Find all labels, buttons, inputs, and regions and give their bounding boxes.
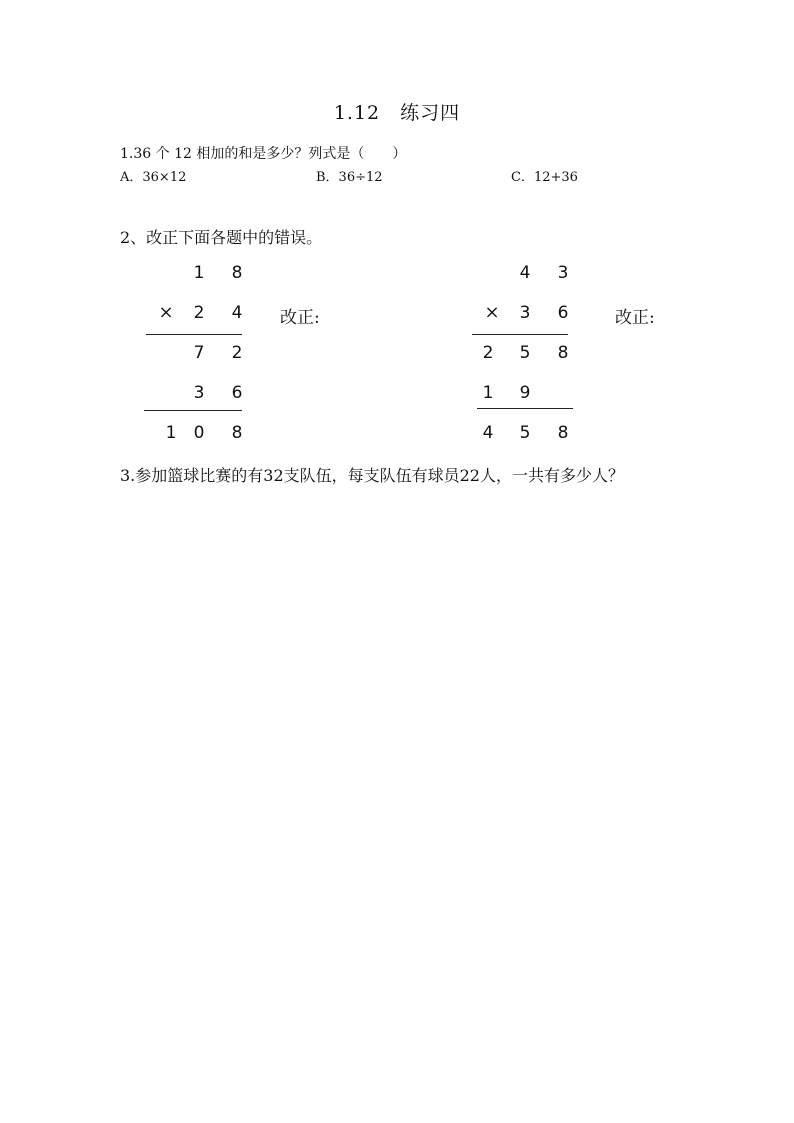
question-1-text: 1.36 个 12 相加的和是多少？列式是（ ）	[120, 146, 407, 162]
question-3-text: 3.参加篮球比赛的有32支队伍，每支队伍有球员22人，一共有多少人？	[120, 466, 624, 485]
left-rule-1	[146, 334, 242, 335]
option-a: A．36×12	[120, 170, 187, 185]
right-r5-d1: 4	[482, 423, 494, 443]
right-r2-d1: 3	[519, 303, 531, 323]
right-r2-d2: 6	[557, 303, 569, 323]
right-r4-d2: 9	[519, 383, 531, 403]
left-r5-d1: 1	[165, 423, 177, 443]
right-r3-d2: 5	[519, 343, 531, 363]
left-r2-d1: 2	[193, 303, 205, 323]
left-r5-d3: 8	[231, 423, 243, 443]
left-r3-d2: 2	[231, 343, 243, 363]
right-r1-d1: 4	[519, 263, 531, 283]
left-r3-d1: 7	[193, 343, 205, 363]
right-r5-d2: 5	[519, 423, 531, 443]
right-r4-d1: 1	[482, 383, 494, 403]
left-times-sign: ×	[158, 302, 174, 323]
left-r4-d2: 6	[231, 383, 243, 403]
right-r1-d2: 3	[557, 263, 569, 283]
right-rule-1	[472, 334, 568, 335]
left-rule-2	[144, 410, 242, 411]
left-fix-label: 改正:	[280, 308, 320, 328]
left-r5-d2: 0	[193, 423, 205, 443]
question-2-text: 2、改正下面各题中的错误。	[120, 228, 323, 247]
page-title: 1.12 练习四	[333, 102, 461, 124]
right-rule-2	[477, 408, 573, 409]
right-r3-d1: 2	[482, 343, 494, 363]
option-c: C．12+36	[511, 170, 578, 185]
left-r4-d1: 3	[193, 383, 205, 403]
option-b: B．36÷12	[316, 170, 383, 185]
right-times-sign: ×	[484, 302, 500, 323]
left-r1-d1: 1	[193, 263, 205, 283]
left-r1-d2: 8	[231, 263, 243, 283]
left-r2-d2: 4	[231, 303, 243, 323]
right-fix-label: 改正:	[615, 308, 655, 328]
right-r5-d3: 8	[557, 423, 569, 443]
right-r3-d3: 8	[557, 343, 569, 363]
